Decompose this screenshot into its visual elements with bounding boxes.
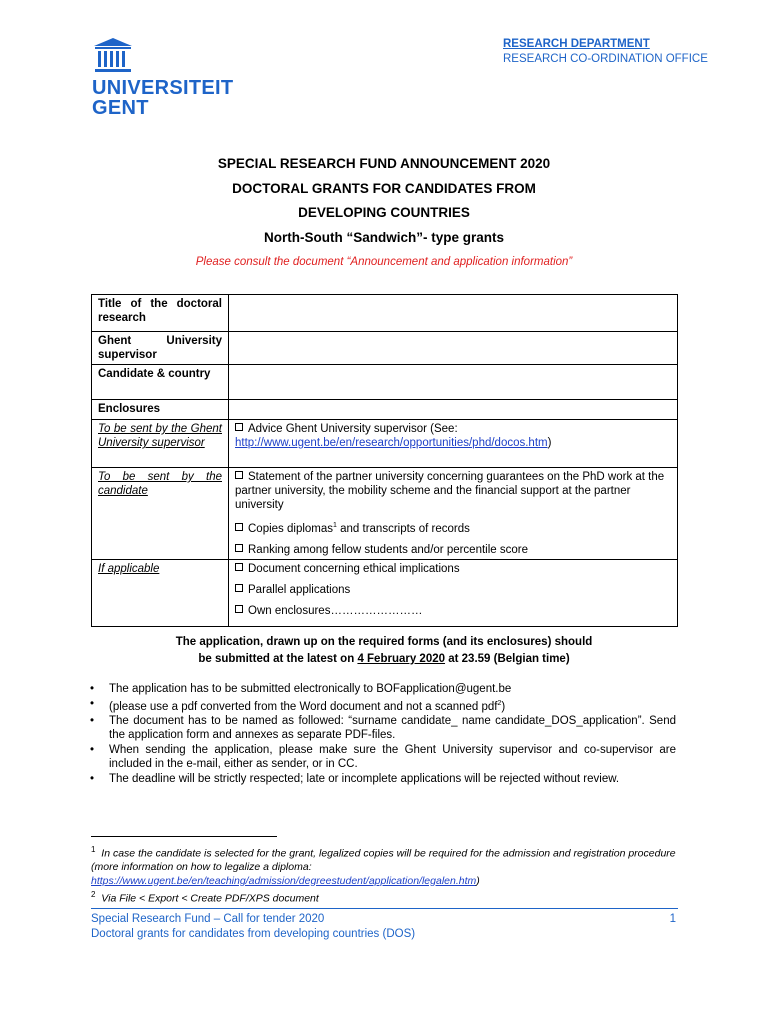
table-row <box>92 559 678 626</box>
title-line-4: North-South “Sandwich”- type grants <box>263 229 504 245</box>
checkbox-icon[interactable] <box>235 471 243 479</box>
consult-note: Please consult the document “Announcement and application information” <box>195 256 573 268</box>
list-item: • The document has to be named as followed: “surname candidate_ name candidate_DOS_application”. Send the application form and annexes as separate PDF-files. <box>90 714 676 743</box>
diplomas-item: Copies diplomas <box>248 522 334 535</box>
footnote-1 <box>91 843 677 888</box>
footnote-ref-2: 2 <box>497 699 502 707</box>
footnote-separator <box>91 836 277 837</box>
list-item <box>90 697 676 714</box>
title-line-1: SPECIAL RESEARCH FUND ANNOUNCEMENT 2020 <box>217 156 551 171</box>
supervisor-field[interactable] <box>229 332 678 365</box>
list-item <box>235 604 671 618</box>
legalize-link[interactable]: https://www.ugent.be/en/teaching/admission/degreestudent/application/legalen.htm <box>91 874 477 887</box>
docos-link[interactable]: http://www.ugent.be/en/research/opportunities/phd/docos.htm <box>235 437 548 449</box>
list-item <box>235 543 671 557</box>
footnote-2-text: Via File < Export < Create PDF/XPS document <box>101 892 319 905</box>
deadline-line-2 <box>0 651 768 668</box>
page-number: 1 <box>669 913 676 925</box>
footnote-1-number: 1 <box>91 845 96 854</box>
pdf-note: (please use a pdf converted from the Word document and not a scanned pdf <box>109 700 498 713</box>
title-block <box>0 152 768 271</box>
logo-line2: GENT <box>92 97 149 119</box>
footnote-ref-1: 1 <box>333 522 337 529</box>
table-row <box>92 400 678 420</box>
list-item <box>235 470 671 512</box>
deadline-suffix: at 23.59 (Belgian time) <box>445 653 570 665</box>
footer-line-1: Special Research Fund – Call for tender 2020 <box>91 913 325 925</box>
deadline-line-1: The application, drawn up on the required forms (and its enclosures) should <box>175 636 593 648</box>
advice-item: Advice Ghent University supervisor (See: <box>248 423 458 435</box>
department-name: RESEARCH DEPARTMENT <box>503 38 650 50</box>
checkbox-icon[interactable] <box>235 605 243 613</box>
candidate-country-label: Candidate & country <box>92 365 229 400</box>
deadline-notice <box>0 634 768 668</box>
doctoral-title-label: Title of the doctoral research <box>92 295 229 332</box>
table-row <box>92 295 678 332</box>
logo-line1: UNIVERSITEIT <box>92 77 234 99</box>
ranking-item: Ranking among fellow students and/or percentile score <box>248 543 528 556</box>
transcripts-item: and transcripts of records <box>336 522 470 535</box>
list-item <box>235 583 671 597</box>
instructions-list <box>90 682 676 786</box>
statement-item: Statement of the partner university concerning guarantees on the PhD work at the partner university, the mobility scheme and the financial support at the partner university <box>235 471 665 511</box>
candidate-country-field[interactable] <box>229 365 678 400</box>
supervisor-enclosures-label: To be sent by the Ghent University supervisor <box>92 420 229 468</box>
department-block <box>503 37 708 67</box>
checkbox-icon[interactable] <box>235 563 243 571</box>
list-item <box>235 519 671 536</box>
footnote-1-close: ) <box>476 874 480 887</box>
footnotes <box>91 843 677 906</box>
university-logo <box>92 36 234 119</box>
enclosures-field <box>229 400 678 420</box>
advice-close: ) <box>547 437 552 449</box>
table-row <box>92 365 678 400</box>
supervisor-enclosures-cell <box>229 420 678 468</box>
own-enclosures-item: Own enclosures…………………… <box>248 604 423 617</box>
application-form-table <box>91 294 678 627</box>
table-row <box>92 332 678 365</box>
list-item: • The deadline will be strictly respected; late or incomplete applications will be rejected without review. <box>90 772 676 787</box>
candidate-enclosures-label: To be sent by the candidate <box>92 468 229 560</box>
if-applicable-label: If applicable <box>92 559 229 626</box>
if-applicable-cell <box>229 559 678 626</box>
candidate-enclosures-cell <box>229 468 678 560</box>
table-row <box>92 420 678 468</box>
checkbox-icon[interactable] <box>235 423 243 431</box>
checkbox-icon[interactable] <box>235 584 243 592</box>
list-item: • When sending the application, please make sure the Ghent University supervisor and co-supervisor are included in the e-mail, either as sender, or in CC. <box>90 743 676 772</box>
building-icon <box>92 36 134 74</box>
checkbox-icon[interactable] <box>235 544 243 552</box>
footer-line-2: Doctoral grants for candidates from developing countries (DOS) <box>91 928 416 940</box>
office-name: RESEARCH CO-ORDINATION OFFICE <box>503 53 708 65</box>
title-line-3: DEVELOPING COUNTRIES <box>298 205 470 220</box>
table-row <box>92 468 678 560</box>
supervisor-label: Ghent University supervisor <box>92 332 229 365</box>
footnote-2-number: 2 <box>91 890 96 899</box>
title-line-2: DOCTORAL GRANTS FOR CANDIDATES FROM <box>232 180 536 196</box>
deadline-prefix: be submitted at the latest on <box>198 653 358 665</box>
doctoral-title-field[interactable] <box>229 295 678 332</box>
list-item: • The application has to be submitted electronically to BOFapplication@ugent.be <box>90 682 676 697</box>
pdf-note-close: ) <box>501 700 506 713</box>
footnote-1-text: In case the candidate is selected for the grant, legalized copies will be required for the admission and registration procedure (more information on how to legalize a diploma: <box>91 847 676 873</box>
footnote-2 <box>91 888 677 906</box>
page-footer <box>91 908 678 942</box>
logo-wordmark <box>92 77 234 119</box>
ethical-item: Document concerning ethical implications <box>248 562 460 575</box>
parallel-item: Parallel applications <box>248 583 351 596</box>
deadline-date: 4 February 2020 <box>357 653 446 665</box>
checkbox-icon[interactable] <box>235 523 243 531</box>
list-item <box>235 562 671 576</box>
enclosures-label: Enclosures <box>92 400 229 420</box>
